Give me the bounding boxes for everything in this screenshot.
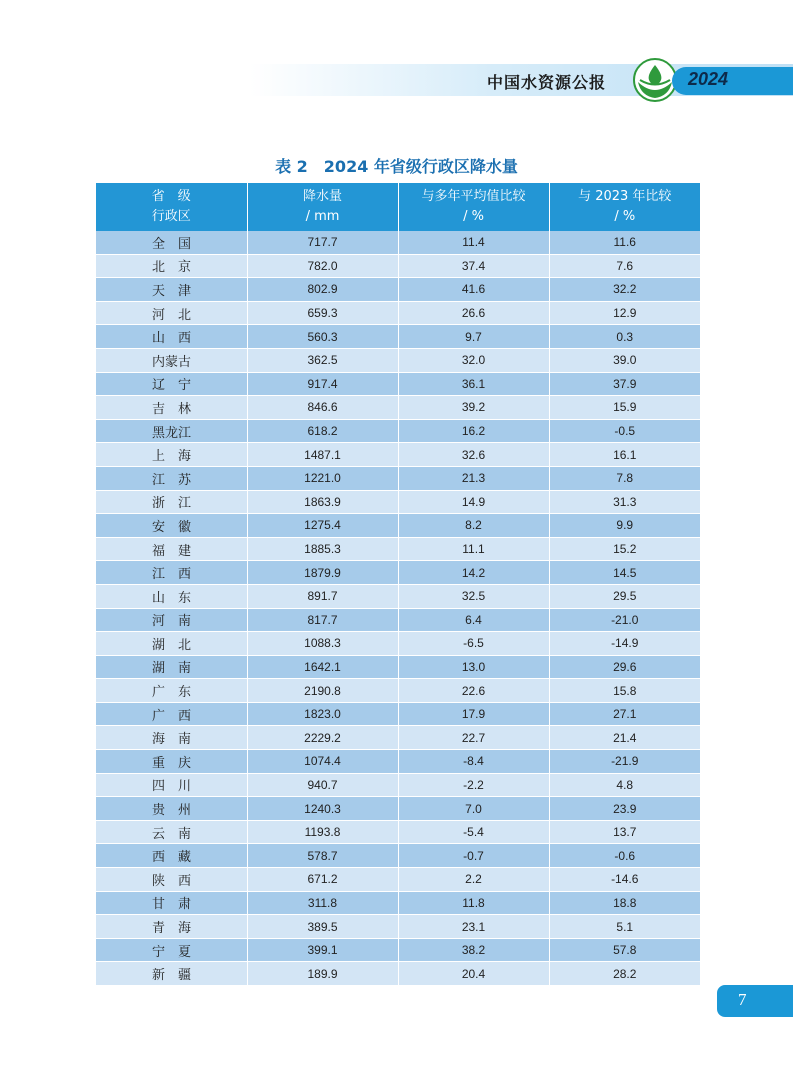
cell-vs-average: 39.2 xyxy=(398,396,549,420)
cell-vs-average: 22.6 xyxy=(398,679,549,703)
cell-region: 山 东 xyxy=(96,584,247,608)
cell-region: 甘 肃 xyxy=(96,891,247,915)
cell-region: 北 京 xyxy=(96,254,247,278)
table-row xyxy=(96,655,700,679)
cell-vs-average: 7.0 xyxy=(398,797,549,821)
cell-region: 湖 南 xyxy=(96,655,247,679)
cell-region: 福 建 xyxy=(96,537,247,561)
cell-vs-average: 9.7 xyxy=(398,325,549,349)
cell-precipitation: 1240.3 xyxy=(247,797,398,821)
cell-vs-average: 6.4 xyxy=(398,608,549,632)
cell-vs-average: -5.4 xyxy=(398,820,549,844)
cell-vs-2023: 21.4 xyxy=(549,726,700,750)
cell-region: 吉 林 xyxy=(96,396,247,420)
cell-region: 全 国 xyxy=(96,231,247,254)
table-row xyxy=(96,679,700,703)
cell-precipitation: 1074.4 xyxy=(247,750,398,774)
cell-vs-average: 26.6 xyxy=(398,301,549,325)
column-header-region xyxy=(96,183,247,231)
table-row xyxy=(96,726,700,750)
table-row xyxy=(96,561,700,585)
cell-vs-average: -6.5 xyxy=(398,632,549,656)
table-row xyxy=(96,348,700,372)
cell-region: 云 南 xyxy=(96,820,247,844)
table-row xyxy=(96,915,700,939)
cell-precipitation: 782.0 xyxy=(247,254,398,278)
table-row xyxy=(96,891,700,915)
cell-vs-average: -0.7 xyxy=(398,844,549,868)
cell-vs-2023: 15.8 xyxy=(549,679,700,703)
cell-vs-average: 37.4 xyxy=(398,254,549,278)
cell-vs-average: 21.3 xyxy=(398,466,549,490)
report-title: 中国水资源公报 xyxy=(487,73,607,92)
table-row xyxy=(96,443,700,467)
cell-vs-average: 36.1 xyxy=(398,372,549,396)
cell-region: 青 海 xyxy=(96,915,247,939)
table-row xyxy=(96,419,700,443)
cell-vs-2023: 31.3 xyxy=(549,490,700,514)
table-body xyxy=(96,231,700,986)
table-row xyxy=(96,868,700,892)
table-row xyxy=(96,844,700,868)
cell-vs-average: 14.2 xyxy=(398,561,549,585)
table-row xyxy=(96,608,700,632)
cell-precipitation: 659.3 xyxy=(247,301,398,325)
cell-vs-2023: -0.6 xyxy=(549,844,700,868)
cell-precipitation: 1487.1 xyxy=(247,443,398,467)
cell-vs-2023: -14.9 xyxy=(549,632,700,656)
cell-vs-average: 11.8 xyxy=(398,891,549,915)
cell-precipitation: 362.5 xyxy=(247,348,398,372)
cell-region: 上 海 xyxy=(96,443,247,467)
cell-vs-2023: 15.9 xyxy=(549,396,700,420)
table-row xyxy=(96,820,700,844)
cell-vs-2023: -21.0 xyxy=(549,608,700,632)
column-header-line: 与多年平均值比较 xyxy=(421,189,526,204)
cell-vs-2023: 37.9 xyxy=(549,372,700,396)
cell-vs-2023: 32.2 xyxy=(549,278,700,302)
page-number: 7 xyxy=(738,990,747,1009)
table-row xyxy=(96,938,700,962)
cell-vs-2023: 57.8 xyxy=(549,938,700,962)
table-row xyxy=(96,797,700,821)
cell-precipitation: 189.9 xyxy=(247,962,398,986)
cell-region: 贵 州 xyxy=(96,797,247,821)
cell-precipitation: 311.8 xyxy=(247,891,398,915)
cell-region: 黑龙江 xyxy=(96,419,247,443)
column-header-line: / mm xyxy=(305,209,340,224)
column-header-vs-2023 xyxy=(549,183,700,231)
cell-precipitation: 1879.9 xyxy=(247,561,398,585)
table-row xyxy=(96,325,700,349)
cell-vs-2023: -21.9 xyxy=(549,750,700,774)
column-header-line: 行政区 xyxy=(151,209,191,224)
cell-region: 新 疆 xyxy=(96,962,247,986)
year-tab xyxy=(672,67,793,95)
table-header-row xyxy=(96,183,700,231)
cell-region: 江 苏 xyxy=(96,466,247,490)
table-row xyxy=(96,537,700,561)
cell-vs-average: 20.4 xyxy=(398,962,549,986)
cell-vs-average: 11.4 xyxy=(398,231,549,254)
column-header-line: 省 级 xyxy=(151,189,191,204)
table-row xyxy=(96,301,700,325)
cell-vs-2023: 28.2 xyxy=(549,962,700,986)
column-header-precipitation xyxy=(247,183,398,231)
cell-precipitation: 618.2 xyxy=(247,419,398,443)
table-row xyxy=(96,372,700,396)
cell-vs-2023: 18.8 xyxy=(549,891,700,915)
cell-precipitation: 1863.9 xyxy=(247,490,398,514)
cell-precipitation: 578.7 xyxy=(247,844,398,868)
table-row xyxy=(96,514,700,538)
cell-vs-average: 16.2 xyxy=(398,419,549,443)
table-row xyxy=(96,750,700,774)
table-caption: 表 2 2024 年省级行政区降水量 xyxy=(275,157,518,176)
cell-vs-average: 32.0 xyxy=(398,348,549,372)
cell-vs-average: 11.1 xyxy=(398,537,549,561)
cell-vs-average: 14.9 xyxy=(398,490,549,514)
column-header-line: 与 2023 年比较 xyxy=(578,189,672,204)
cell-region: 西 藏 xyxy=(96,844,247,868)
cell-region: 陕 西 xyxy=(96,868,247,892)
cell-vs-average: 2.2 xyxy=(398,868,549,892)
cell-region: 河 北 xyxy=(96,301,247,325)
cell-region: 内蒙古 xyxy=(96,348,247,372)
table-row xyxy=(96,278,700,302)
cell-region: 浙 江 xyxy=(96,490,247,514)
cell-vs-average: -2.2 xyxy=(398,773,549,797)
page-number-tab xyxy=(717,985,793,1017)
cell-precipitation: 717.7 xyxy=(247,231,398,254)
column-header-line: / % xyxy=(614,209,636,224)
cell-vs-average: 13.0 xyxy=(398,655,549,679)
cell-region: 湖 北 xyxy=(96,632,247,656)
cell-region: 山 西 xyxy=(96,325,247,349)
cell-region: 天 津 xyxy=(96,278,247,302)
cell-region: 安 徽 xyxy=(96,514,247,538)
cell-vs-2023: 12.9 xyxy=(549,301,700,325)
report-year: 2024 xyxy=(688,69,729,89)
cell-precipitation: 891.7 xyxy=(247,584,398,608)
water-drop-logo-icon xyxy=(633,58,677,102)
table-row xyxy=(96,773,700,797)
cell-precipitation: 399.1 xyxy=(247,938,398,962)
table-row xyxy=(96,254,700,278)
cell-vs-average: 32.5 xyxy=(398,584,549,608)
cell-precipitation: 917.4 xyxy=(247,372,398,396)
table-row xyxy=(96,702,700,726)
cell-precipitation: 1275.4 xyxy=(247,514,398,538)
cell-region: 江 西 xyxy=(96,561,247,585)
column-header-line: / % xyxy=(463,209,484,224)
cell-vs-2023: 9.9 xyxy=(549,514,700,538)
cell-vs-2023: 39.0 xyxy=(549,348,700,372)
cell-precipitation: 560.3 xyxy=(247,325,398,349)
column-header-vs-average xyxy=(398,183,549,231)
table-row xyxy=(96,962,700,986)
cell-precipitation: 2229.2 xyxy=(247,726,398,750)
table-row xyxy=(96,490,700,514)
table-row xyxy=(96,231,700,254)
cell-vs-2023: 27.1 xyxy=(549,702,700,726)
cell-precipitation: 1088.3 xyxy=(247,632,398,656)
cell-vs-2023: 29.5 xyxy=(549,584,700,608)
cell-precipitation: 817.7 xyxy=(247,608,398,632)
cell-vs-average: 32.6 xyxy=(398,443,549,467)
cell-precipitation: 1823.0 xyxy=(247,702,398,726)
cell-vs-2023: -0.5 xyxy=(549,419,700,443)
cell-region: 海 南 xyxy=(96,726,247,750)
cell-vs-2023: 7.6 xyxy=(549,254,700,278)
cell-precipitation: 1221.0 xyxy=(247,466,398,490)
cell-vs-2023: 11.6 xyxy=(549,231,700,254)
cell-region: 广 东 xyxy=(96,679,247,703)
table-row xyxy=(96,584,700,608)
cell-vs-2023: 0.3 xyxy=(549,325,700,349)
cell-region: 宁 夏 xyxy=(96,938,247,962)
cell-vs-average: 17.9 xyxy=(398,702,549,726)
column-header-line: 降水量 xyxy=(302,189,342,204)
cell-vs-2023: 4.8 xyxy=(549,773,700,797)
cell-region: 河 南 xyxy=(96,608,247,632)
cell-vs-average: 23.1 xyxy=(398,915,549,939)
cell-precipitation: 389.5 xyxy=(247,915,398,939)
cell-region: 广 西 xyxy=(96,702,247,726)
cell-region: 重 庆 xyxy=(96,750,247,774)
cell-vs-2023: -14.6 xyxy=(549,868,700,892)
cell-vs-2023: 16.1 xyxy=(549,443,700,467)
cell-region: 辽 宁 xyxy=(96,372,247,396)
cell-precipitation: 846.6 xyxy=(247,396,398,420)
table-row xyxy=(96,396,700,420)
cell-vs-average: 38.2 xyxy=(398,938,549,962)
cell-precipitation: 1642.1 xyxy=(247,655,398,679)
cell-vs-2023: 15.2 xyxy=(549,537,700,561)
table-row xyxy=(96,466,700,490)
cell-region: 四 川 xyxy=(96,773,247,797)
cell-vs-2023: 7.8 xyxy=(549,466,700,490)
table-row xyxy=(96,632,700,656)
cell-precipitation: 2190.8 xyxy=(247,679,398,703)
cell-precipitation: 1193.8 xyxy=(247,820,398,844)
cell-vs-2023: 13.7 xyxy=(549,820,700,844)
cell-precipitation: 940.7 xyxy=(247,773,398,797)
cell-vs-average: 41.6 xyxy=(398,278,549,302)
cell-precipitation: 671.2 xyxy=(247,868,398,892)
cell-vs-average: -8.4 xyxy=(398,750,549,774)
cell-vs-average: 22.7 xyxy=(398,726,549,750)
cell-vs-2023: 29.6 xyxy=(549,655,700,679)
cell-precipitation: 802.9 xyxy=(247,278,398,302)
cell-vs-average: 8.2 xyxy=(398,514,549,538)
cell-vs-2023: 14.5 xyxy=(549,561,700,585)
cell-precipitation: 1885.3 xyxy=(247,537,398,561)
cell-vs-2023: 5.1 xyxy=(549,915,700,939)
cell-vs-2023: 23.9 xyxy=(549,797,700,821)
precipitation-table xyxy=(96,183,700,986)
